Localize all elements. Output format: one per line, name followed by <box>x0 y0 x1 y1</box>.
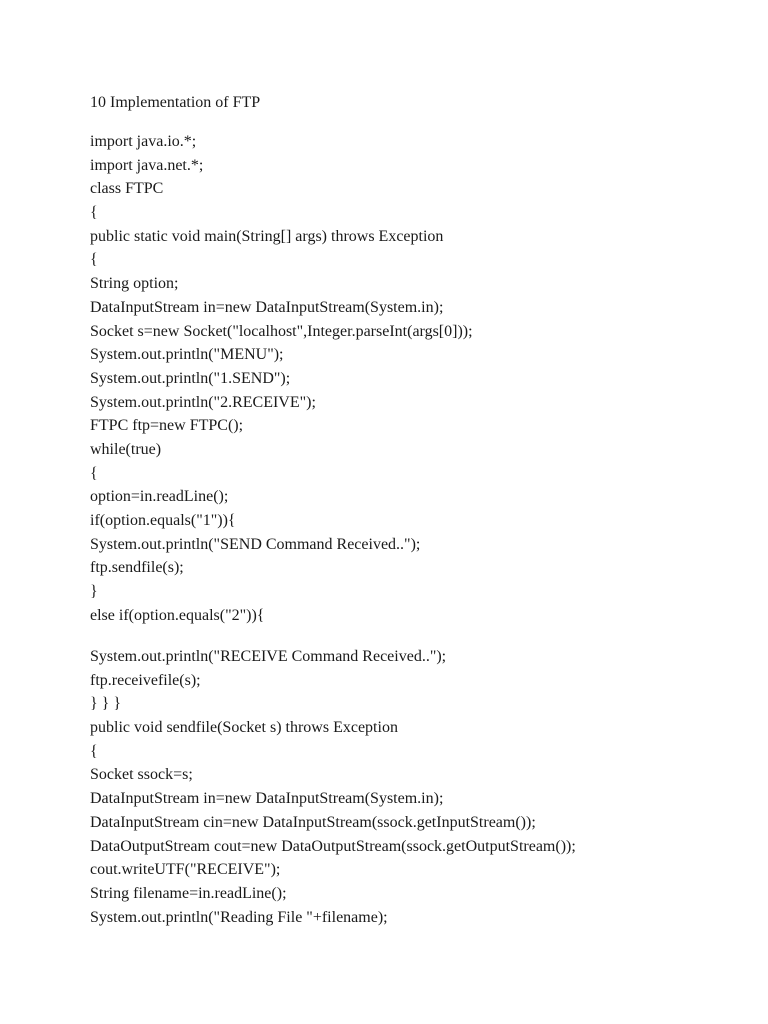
code-line: ftp.receivefile(s); <box>90 671 201 689</box>
code-line: System.out.println("RECEIVE Command Received.."); <box>90 648 447 665</box>
code-line: class FTPC <box>90 180 164 198</box>
code-line: option=in.readLine(); <box>90 488 229 506</box>
code-line: FTPC ftp=new FTPC(); <box>90 417 244 435</box>
code-line: Socket ssock=s; <box>90 766 193 784</box>
code-line: { <box>90 464 98 482</box>
code-line: while(true) <box>90 440 162 458</box>
code-line: cout.writeUTF("RECEIVE"); <box>90 861 281 879</box>
code-line: System.out.println("SEND Command Received.."); <box>90 535 421 553</box>
code-block-sendfile-method <box>90 645 576 929</box>
code-line: DataInputStream in=new DataInputStream(System.in); <box>90 298 444 316</box>
code-line: DataInputStream cin=new DataInputStream(ssock.getInputStream()); <box>90 813 536 831</box>
code-line: } } } <box>90 695 122 713</box>
code-line: Socket s=new Socket("localhost",Integer.parseInt(args[0])); <box>90 322 473 340</box>
code-line: ftp.sendfile(s); <box>90 559 184 577</box>
code-line: if(option.equals("1")){ <box>90 512 236 529</box>
code-line: System.out.println("1.SEND"); <box>90 369 291 387</box>
code-line: System.out.println("Reading File "+filename); <box>90 908 388 926</box>
code-line: import java.net.*; <box>90 156 204 174</box>
code-line: } <box>90 583 98 601</box>
code-line: String option; <box>90 275 179 293</box>
code-block-main-method <box>90 130 473 627</box>
code-line: public static void main(String[] args) throws Exception <box>90 227 444 245</box>
code-line: import java.io.*; <box>90 133 197 150</box>
code-line: { <box>90 742 98 760</box>
code-line: else if(option.equals("2")){ <box>90 606 265 624</box>
code-line: DataInputStream in=new DataInputStream(System.in); <box>90 790 444 808</box>
document-title: 10 Implementation of FTP <box>90 94 261 111</box>
code-line: { <box>90 251 98 269</box>
code-line: { <box>90 204 98 222</box>
code-line: public void sendfile(Socket s) throws Exception <box>90 719 398 737</box>
code-line: System.out.println("2.RECEIVE"); <box>90 393 316 411</box>
code-line: DataOutputStream cout=new DataOutputStream(ssock.getOutputStream()); <box>90 837 576 855</box>
code-line: String filename=in.readLine(); <box>90 884 287 902</box>
code-line: System.out.println("MENU"); <box>90 346 284 364</box>
